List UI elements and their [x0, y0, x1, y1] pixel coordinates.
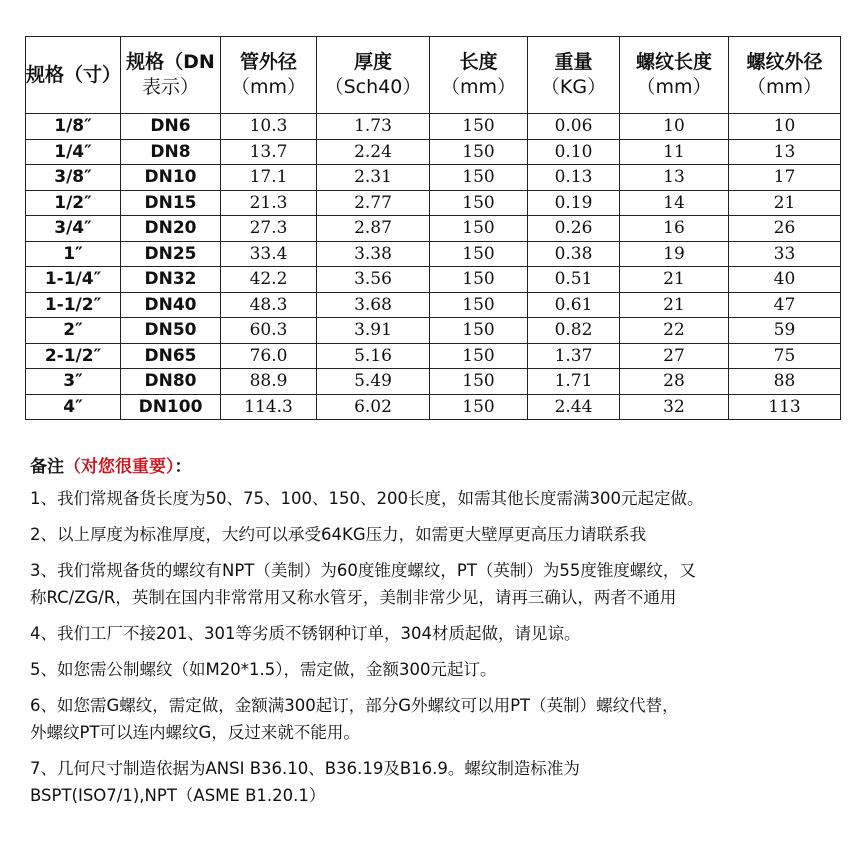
table-cell: 21	[620, 292, 729, 318]
note-line: 2、以上厚度为标准厚度，大约可以承受64KG压力，如需更大壁厚更高压力请联系我	[30, 525, 647, 544]
table-row	[26, 292, 841, 318]
table-cell: 3.91	[317, 318, 430, 344]
table-cell: 0.26	[528, 216, 620, 242]
table-cell: 150	[430, 139, 528, 165]
table-row	[26, 267, 841, 293]
table-cell: 10.3	[221, 114, 317, 140]
table-cell: 2″	[26, 318, 121, 344]
table-row	[26, 394, 841, 420]
notes-section	[30, 452, 850, 818]
column-header	[317, 37, 430, 114]
table-row	[26, 216, 841, 242]
table-cell: 150	[430, 216, 528, 242]
table-header-row	[26, 37, 841, 114]
table-cell: 59	[729, 318, 841, 344]
table-cell: 0.51	[528, 267, 620, 293]
table-cell: 40	[729, 267, 841, 293]
table-cell: 2-1/2″	[26, 343, 121, 369]
column-header-line: 螺纹外径	[746, 51, 823, 73]
table-cell: 0.82	[528, 318, 620, 344]
table-cell: 42.2	[221, 267, 317, 293]
column-header-line: （mm）	[636, 76, 712, 98]
column-header	[430, 37, 528, 114]
table-cell: 150	[430, 190, 528, 216]
table-cell: 26	[729, 216, 841, 242]
table-row	[26, 343, 841, 369]
note-line: 3、我们常规备货的螺纹有NPT（美制）为60度锥度螺纹，PT（英制）为55度锥度螺纹，又	[30, 561, 696, 580]
table-cell: 16	[620, 216, 729, 242]
table-cell: 150	[430, 343, 528, 369]
column-header	[620, 37, 729, 114]
note-item	[30, 656, 850, 683]
table-cell: 150	[430, 369, 528, 395]
table-cell: 1/2″	[26, 190, 121, 216]
column-header	[729, 37, 841, 114]
column-header-line: （mm）	[746, 76, 823, 98]
column-header-line: 厚度	[353, 51, 392, 73]
note-item	[30, 692, 850, 746]
table-cell: 1″	[26, 241, 121, 267]
table-cell: 2.77	[317, 190, 430, 216]
table-cell: 10	[729, 114, 841, 140]
table-cell: 1-1/2″	[26, 292, 121, 318]
table-cell: 19	[620, 241, 729, 267]
column-header-line: （mm）	[440, 76, 517, 98]
table-cell: 17	[729, 165, 841, 191]
table-cell: DN65	[121, 343, 221, 369]
column-header-line: 管外径	[239, 51, 297, 73]
note-line: 5、如您需公制螺纹（如M20*1.5），需定做，金额300元起订。	[30, 660, 497, 679]
column-header-line: 表示）	[141, 76, 199, 98]
note-line: BSPT(ISO7/1),NPT（ASME B1.20.1）	[30, 786, 326, 805]
column-header	[528, 37, 620, 114]
note-item	[30, 557, 850, 611]
table-cell: 114.3	[221, 394, 317, 420]
table-cell: 13	[729, 139, 841, 165]
table-cell: 22	[620, 318, 729, 344]
table-cell: 21.3	[221, 190, 317, 216]
table-row	[26, 190, 841, 216]
table-cell: 21	[620, 267, 729, 293]
table-cell: DN40	[121, 292, 221, 318]
table-cell: DN32	[121, 267, 221, 293]
table-cell: 0.10	[528, 139, 620, 165]
table-cell: DN6	[121, 114, 221, 140]
table-cell: 0.06	[528, 114, 620, 140]
table-body	[26, 114, 841, 420]
table-cell: 150	[430, 292, 528, 318]
table-cell: 60.3	[221, 318, 317, 344]
table-cell: 47	[729, 292, 841, 318]
table-cell: 27	[620, 343, 729, 369]
column-header	[221, 37, 317, 114]
column-header	[26, 37, 121, 114]
notes-title-suffix: ：	[174, 457, 192, 477]
table-cell: 2.87	[317, 216, 430, 242]
table-row	[26, 114, 841, 140]
column-header-line: （mm）	[230, 76, 307, 98]
table-cell: 2.31	[317, 165, 430, 191]
table-cell: 0.61	[528, 292, 620, 318]
table-cell: DN25	[121, 241, 221, 267]
table-cell: 13	[620, 165, 729, 191]
table-cell: 1/8″	[26, 114, 121, 140]
table-cell: 27.3	[221, 216, 317, 242]
table-cell: DN80	[121, 369, 221, 395]
table-cell: 10	[620, 114, 729, 140]
table-cell: 113	[729, 394, 841, 420]
table-cell: DN100	[121, 394, 221, 420]
table-cell: 1-1/4″	[26, 267, 121, 293]
table-cell: 0.19	[528, 190, 620, 216]
table-cell: 88	[729, 369, 841, 395]
table-cell: 150	[430, 241, 528, 267]
table-cell: 28	[620, 369, 729, 395]
table-cell: 14	[620, 190, 729, 216]
table-cell: 3/4″	[26, 216, 121, 242]
table-cell: 0.38	[528, 241, 620, 267]
table-cell: 150	[430, 318, 528, 344]
table-cell: 17.1	[221, 165, 317, 191]
table-cell: DN8	[121, 139, 221, 165]
table-cell: DN15	[121, 190, 221, 216]
table-row	[26, 241, 841, 267]
table-cell: DN50	[121, 318, 221, 344]
notes-title-highlight: （对您很重要）	[64, 457, 175, 477]
table-row	[26, 369, 841, 395]
table-cell: 5.16	[317, 343, 430, 369]
table-cell: 13.7	[221, 139, 317, 165]
note-line: 外螺纹PT可以连内螺纹G，反过来就不能用。	[30, 723, 360, 742]
table-cell: 0.13	[528, 165, 620, 191]
note-item	[30, 521, 850, 548]
table-cell: 5.49	[317, 369, 430, 395]
column-header	[121, 37, 221, 114]
notes-title-label: 备注	[30, 457, 64, 477]
table-cell: 88.9	[221, 369, 317, 395]
table-cell: 11	[620, 139, 729, 165]
note-line: 6、如您需G螺纹，需定做，金额满300起订，部分G外螺纹可以用PT（英制）螺纹代替，	[30, 696, 679, 715]
column-header-line: 螺纹长度	[635, 51, 712, 73]
table-cell: 150	[430, 394, 528, 420]
table-cell: 21	[729, 190, 841, 216]
table-cell: DN10	[121, 165, 221, 191]
table-cell: 3.68	[317, 292, 430, 318]
note-line: 4、我们工厂不接201、301等劣质不锈钢种订单，304材质起做，请见谅。	[30, 624, 581, 643]
table-cell: 75	[729, 343, 841, 369]
table-cell: 33	[729, 241, 841, 267]
table-cell: 76.0	[221, 343, 317, 369]
table-cell: 2.44	[528, 394, 620, 420]
table-cell: 150	[430, 165, 528, 191]
table-cell: 3.56	[317, 267, 430, 293]
column-header-line: 规格（寸）	[26, 63, 122, 86]
table-cell: 1.37	[528, 343, 620, 369]
table-cell: 4″	[26, 394, 121, 420]
table-row	[26, 139, 841, 165]
table-cell: 1.71	[528, 369, 620, 395]
column-header-line: （Sch40）	[324, 76, 422, 98]
column-header-line: （KG）	[540, 76, 607, 98]
table-cell: 3.38	[317, 241, 430, 267]
table-cell: DN20	[121, 216, 221, 242]
table-cell: 48.3	[221, 292, 317, 318]
note-line: 7、几何尺寸制造依据为ANSI B36.10、B36.19及B16.9。螺纹制造标准为	[30, 759, 580, 778]
column-header-line: 规格（DN	[126, 51, 215, 73]
table-cell: 3″	[26, 369, 121, 395]
notes-title	[30, 452, 850, 477]
note-item	[30, 485, 850, 512]
table-cell: 150	[430, 114, 528, 140]
table-cell: 33.4	[221, 241, 317, 267]
column-header-line: 重量	[554, 51, 593, 73]
note-item	[30, 620, 850, 647]
table-cell: 150	[430, 267, 528, 293]
table-row	[26, 165, 841, 191]
table-cell: 32	[620, 394, 729, 420]
note-line: 1、我们常规备货长度为50、75、100、150、200长度，如需其他长度需满300元起定做。	[30, 489, 704, 508]
table-cell: 3/8″	[26, 165, 121, 191]
table-cell: 1/4″	[26, 139, 121, 165]
table-cell: 1.73	[317, 114, 430, 140]
column-header-line: 长度	[459, 51, 498, 73]
table-cell: 2.24	[317, 139, 430, 165]
note-item	[30, 755, 850, 809]
notes-list	[30, 485, 850, 809]
table-row	[26, 318, 841, 344]
table-cell: 6.02	[317, 394, 430, 420]
note-line: 称RC/ZG/R，英制在国内非常常用又称水管牙，美制非常少见，请再三确认，两者不通用	[30, 588, 677, 607]
pipe-spec-table	[25, 36, 841, 420]
